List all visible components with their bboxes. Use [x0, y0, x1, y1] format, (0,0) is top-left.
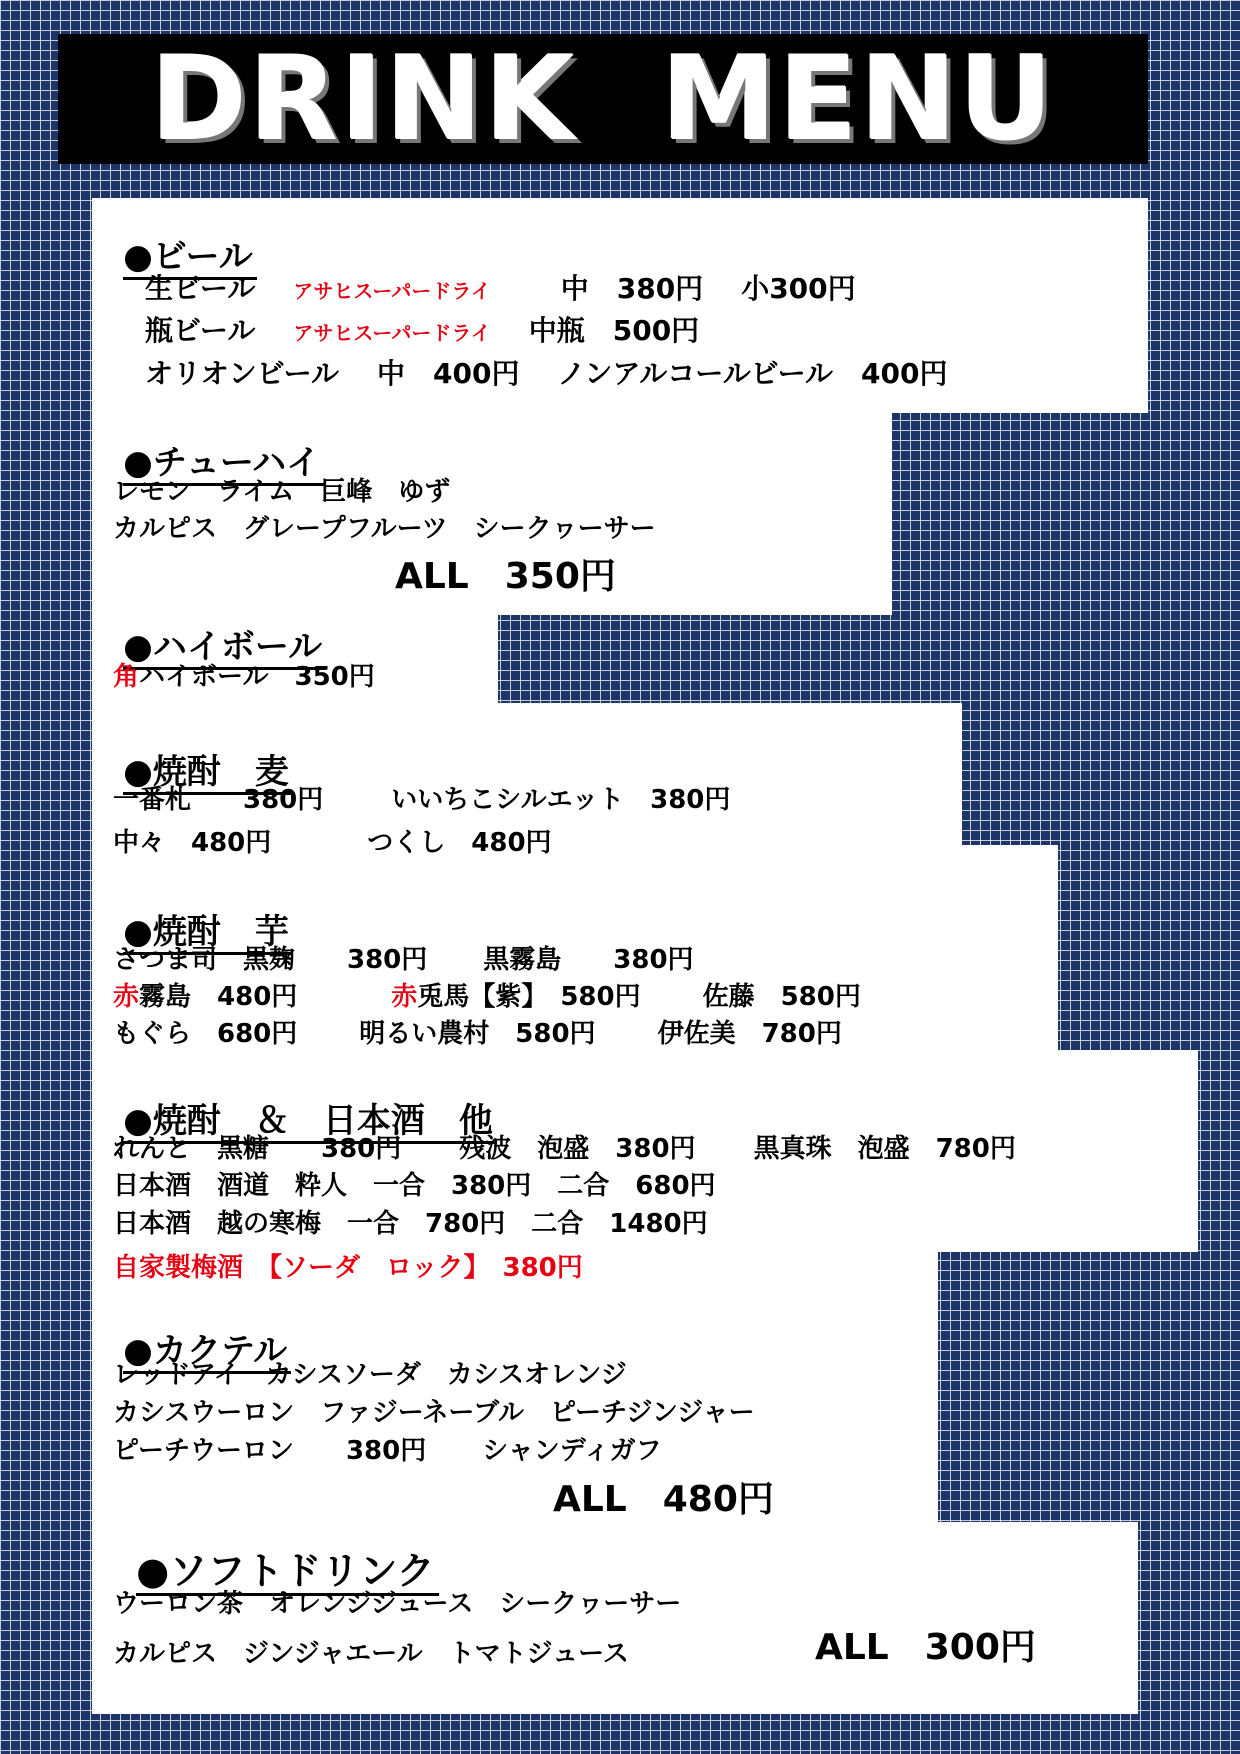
brand-label: アサヒスーパードライ	[293, 321, 491, 345]
section-heading: ●ソフトドリンク	[136, 1549, 438, 1596]
menu-line: 日本酒 越の寒梅 一合 780円 二合 1480円	[113, 1209, 708, 1239]
menu-line: レッドアイ カシスソーダ カシスオレンジ	[113, 1360, 627, 1390]
section-heading: ●焼酎 麦	[123, 752, 293, 795]
section-heading: ●焼酎 芋	[123, 912, 293, 955]
menu-line	[113, 942, 694, 979]
menu-item: つくし 480円	[367, 828, 552, 858]
menu-item: 兎馬【紫】 580円	[417, 982, 641, 1012]
menu-line	[113, 782, 730, 819]
menu-line: 日本酒 酒道 粋人 一合 380円 二合 680円	[113, 1171, 716, 1201]
item-name: 瓶ビール	[145, 314, 256, 347]
menu-item: れんと 黒糖 380円	[113, 1134, 402, 1164]
all-price: ALL 350円	[395, 556, 616, 597]
item-price: 中 380円	[560, 272, 704, 305]
menu-item: 明るい農村 580円	[359, 1019, 596, 1049]
menu-item: 黒霧島 380円	[483, 945, 694, 975]
menu-item: 一番札 380円	[113, 785, 324, 815]
menu-line	[113, 1131, 1016, 1168]
menu-line	[113, 825, 552, 862]
menu-title: DRINK MENU	[150, 31, 1056, 167]
menu-item: 中々 480円	[113, 828, 272, 858]
menu-item: 残波 泡盛 380円	[459, 1134, 696, 1164]
menu-line: カルピス グレープフルーツ シークヮーサー	[113, 514, 656, 544]
menu-line: レモン ライム 巨峰 ゆず	[113, 477, 451, 507]
menu-item: 黒真珠 泡盛 780円	[753, 1134, 1016, 1164]
section-heading: ●ハイボール	[123, 627, 326, 670]
menu-item: もぐら 680円	[113, 1019, 298, 1049]
title-banner	[58, 31, 1148, 167]
menu-line: カシスウーロン ファジーネーブル ピーチジンジャー	[113, 1398, 755, 1428]
item-price: 中 400円	[377, 357, 520, 390]
menu-item: 伊佐美 780円	[657, 1019, 842, 1049]
red-prefix: 赤	[391, 982, 418, 1012]
highball-red-prefix: 角	[113, 662, 140, 692]
menu-item: いいちこシルエット 380円	[391, 785, 731, 815]
menu-line	[145, 353, 947, 395]
section-heading: ●カクテル	[123, 1331, 291, 1374]
menu-line-umeshu: 自家製梅酒 【ソーダ ロック】 380円	[113, 1253, 583, 1283]
item-name: ハイボール 350円	[139, 662, 375, 692]
item-price: 中瓶 500円	[528, 314, 700, 347]
all-price: ALL 480円	[553, 1479, 774, 1520]
section-heading: ●焼酎 ＆ 日本酒 他	[123, 1101, 497, 1144]
brand-label: アサヒスーパードライ	[293, 279, 491, 303]
section-heading: ●チューハイ	[123, 443, 324, 486]
item-name: オリオンビール	[145, 357, 340, 390]
item-name: 生ビール	[145, 272, 256, 305]
section-heading: ●ビール	[123, 237, 257, 280]
menu-item: さつま司 黒麹 380円	[113, 945, 428, 975]
red-prefix: 赤	[113, 982, 140, 1012]
item-price: ノンアルコールビール 400円	[557, 357, 948, 390]
menu-item: 佐藤 580円	[702, 982, 861, 1012]
menu-item: シャンディガフ	[482, 1436, 662, 1466]
menu-line	[145, 310, 699, 354]
menu-line: カルピス ジンジャエール トマトジュース	[113, 1639, 629, 1669]
menu-line: ウーロン茶 オレンジジュース シークヮーサー	[113, 1589, 682, 1619]
menu-item: 霧島 480円	[139, 982, 298, 1012]
menu-line	[113, 1433, 662, 1470]
item-price: 小300円	[741, 272, 856, 305]
menu-line	[145, 268, 856, 312]
all-price: ALL 300円	[815, 1627, 1036, 1668]
menu-line	[113, 659, 375, 696]
menu-item: ピーチウーロン 380円	[113, 1436, 427, 1466]
menu-line	[113, 1016, 842, 1053]
menu-line	[113, 979, 861, 1016]
